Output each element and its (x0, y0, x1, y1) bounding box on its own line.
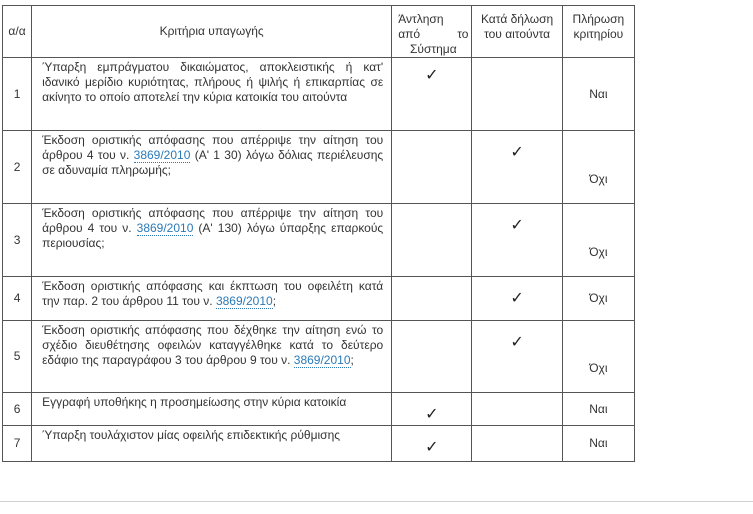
criterion-text: Ύπαρξη εμπράγματου δικαιώματος, αποκλειστικής ή κατ' ιδανικό μερίδιο κυριότητας, πλήρους ή ψιλής ή επικαρπίας σε ακίνητο το οποίο αποτελεί την κύρια κατοικία του αιτούντα (42, 60, 384, 104)
criterion-cell (32, 131, 392, 204)
criterion-cell (32, 426, 392, 462)
criterion-text: Εγγραφή υποθήκης η προσημείωσης στην κύρια κατοικία (42, 395, 347, 409)
header-aa: α/α (3, 6, 32, 58)
declaration-source-cell (472, 393, 562, 426)
fulfilment-value: Ναι (562, 426, 634, 462)
row-number: 7 (3, 426, 32, 462)
system-source-cell (392, 204, 472, 277)
fulfilment-value: Όχι (562, 321, 634, 393)
system-source-cell (392, 426, 472, 462)
law-link[interactable]: 3869/2010 (215, 294, 273, 308)
declaration-source-cell (472, 131, 562, 204)
header-system: Άντληση από το Σύστημα (392, 6, 472, 58)
law-link[interactable]: 3869/2010 (133, 148, 191, 162)
criterion-text (42, 206, 383, 251)
system-source-cell (392, 277, 472, 321)
system-source-cell (392, 58, 472, 131)
declaration-source-cell (472, 204, 562, 277)
criterion-cell (32, 321, 392, 393)
criterion-cell (32, 277, 392, 321)
criterion-text-part: Έκδοση οριστικής απόφασης που απέρριψε την αίτηση του άρθρου 4 του ν. (42, 133, 384, 162)
fulfilment-value: Ναι (562, 393, 634, 426)
law-link[interactable]: 3869/2010 (136, 221, 194, 235)
table-row (3, 58, 635, 131)
criteria-table (2, 5, 635, 462)
table-row (3, 204, 635, 277)
criterion-text-part: Έκδοση οριστικής απόφασης που απέρριψε την αίτηση του άρθρου 4 του ν. (42, 206, 384, 235)
criterion-cell (32, 393, 392, 426)
check-mark-icon: ✓ (510, 334, 524, 351)
check-mark-icon: ✓ (510, 217, 524, 234)
fulfilment-value: Ναι (562, 58, 634, 131)
table-row (3, 321, 635, 393)
declaration-source-cell (472, 321, 562, 393)
check-mark-icon: ✓ (425, 406, 439, 423)
declaration-source-cell (472, 58, 562, 131)
system-source-cell (392, 393, 472, 426)
table-row (3, 131, 635, 204)
criterion-text-part: ; (272, 294, 277, 308)
fulfilment-value: Όχι (562, 131, 634, 204)
criterion-cell (32, 58, 392, 131)
header-fulfilment: Πλήρωση κριτηρίου (562, 6, 634, 58)
criterion-text: Ύπαρξη τουλάχιστον μίας οφειλής επιδεκτικής ρύθμισης (42, 428, 341, 442)
row-number: 6 (3, 393, 32, 426)
criterion-text-part: (Α' 130) λόγω ύπαρξης επαρκούς περιουσίας; (42, 221, 384, 250)
criterion-text (42, 279, 383, 309)
criterion-text (42, 133, 383, 178)
header-criteria: Κριτήρια υπαγωγής (32, 6, 392, 58)
fulfilment-value: Όχι (562, 277, 634, 321)
table-row (3, 277, 635, 321)
row-number: 3 (3, 204, 32, 277)
check-mark-icon: ✓ (425, 67, 439, 84)
criterion-text-part: (Α' 1 30) λόγω δόλιας περιέλευσης σε αδυναμία πληρωμής; (42, 148, 384, 177)
declaration-source-cell (472, 277, 562, 321)
system-source-cell (392, 321, 472, 393)
criterion-cell (32, 204, 392, 277)
fulfilment-value: Όχι (562, 204, 634, 277)
criterion-text (42, 323, 383, 368)
table-row (3, 426, 635, 462)
table-header-row (3, 6, 635, 58)
row-number: 4 (3, 277, 32, 321)
declaration-source-cell (472, 426, 562, 462)
system-source-cell (392, 131, 472, 204)
criterion-text-part: ; (350, 353, 354, 367)
criteria-table-container (2, 5, 635, 462)
check-mark-icon: ✓ (510, 290, 524, 307)
criterion-text-part: Έκδοση οριστικής απόφασης που δέχθηκε την αίτηση ενώ το σχέδιο διευθέτησης οφειλών καταγγέλθηκε κατά το δεύτερο εδάφιο της παραγράφου 3 του άρθρου 9 του ν. (42, 323, 384, 367)
row-number: 2 (3, 131, 32, 204)
header-declaration: Κατά δήλωση του αιτούντα (472, 6, 562, 58)
check-mark-icon: ✓ (425, 439, 439, 456)
law-link[interactable]: 3869/2010 (293, 353, 351, 367)
check-mark-icon: ✓ (510, 144, 524, 161)
table-row (3, 393, 635, 426)
criterion-text-part: Έκδοση οριστικής απόφασης και έκπτωση του οφειλέτη κατά την παρ. 2 του άρθρου 11 του ν. (42, 279, 384, 308)
row-number: 1 (3, 58, 32, 131)
row-number: 5 (3, 321, 32, 393)
bottom-divider (0, 501, 753, 502)
